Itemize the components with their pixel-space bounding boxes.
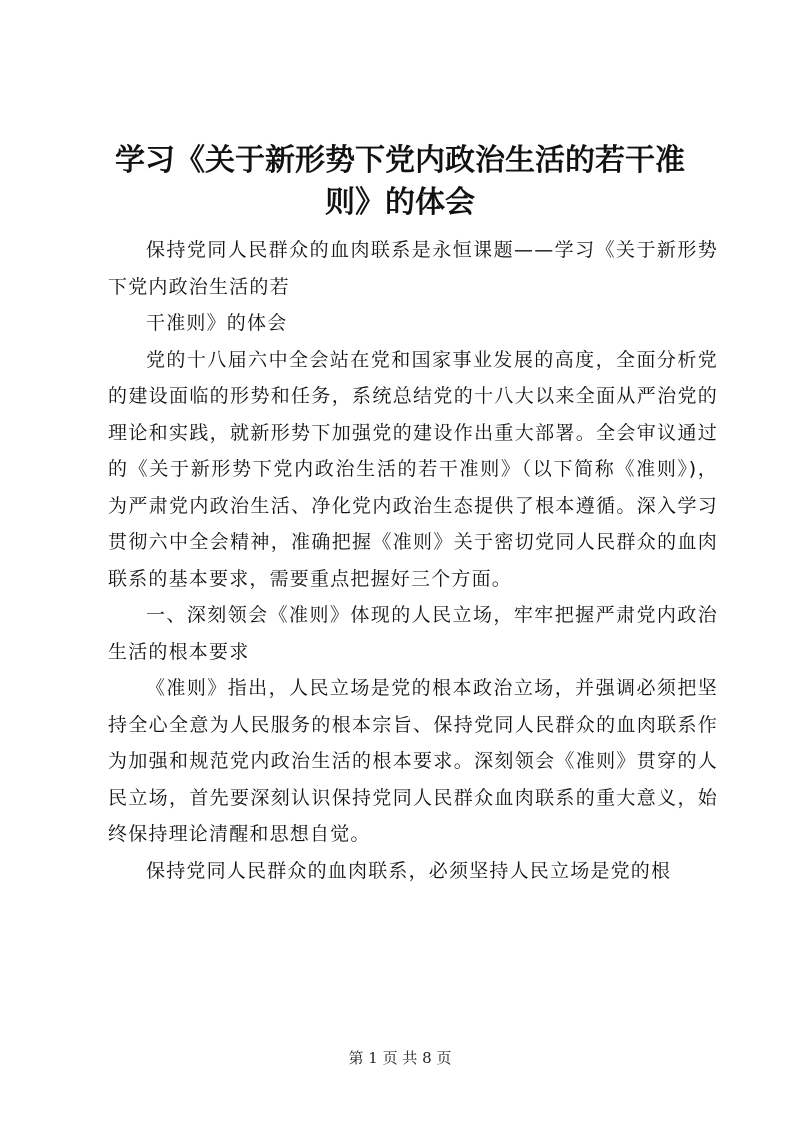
page-number-footer: 第 1 页 共 8 页 [348,1049,452,1067]
title-line-1: 学习《关于新形势下党内政治生活的若干准 [115,143,685,178]
section-heading-1: 一、深刻领会《准则》体现的人民立场，牢牢把握严肃党内政治生活的根本要求 [108,604,718,663]
paragraph-section-1: 《准则》指出，人民立场是党的根本政治立场，并强调必须把坚持全心全意为人民服务的根本宗旨、保持党同人民群众的血肉联系作为加强和规范党内政治生活的根本要求。深刻领会《准则》贯穿的人民立场，首先要深刻认识保持党同人民群众血肉联系的重大意义，始终保持理论清醒和思想自觉。 [108,677,718,845]
title-line-2: 则》的体会 [325,185,475,220]
paragraph-subtitle: 保持党同人民群众的血肉联系是永恒课题——学习《关于新形势下党内政治生活的若 [108,239,718,298]
paragraph-subtitle-continued: 干准则》的体会 [146,312,288,334]
document-body [108,232,718,889]
document-title [100,140,700,224]
paragraph-intro: 党的十八届六中全会站在党和国家事业发展的高度，全面分析党的建设面临的形势和任务，系统总结党的十八大以来全面从严治党的理论和实践，就新形势下加强党的建设作出重大部署。全会审议通过的《关于新形势下党内政治生活的若干准则》（以下简称《准则》)，为严肃党内政治生活、净化党内政治生态提供了根本遵循。深入学习贯彻六中全会精神，准确把握《准则》关于密切党同人民群众的血肉联系的基本要求，需要重点把握好三个方面。 [108,348,718,590]
paragraph-section-1-continued: 保持党同人民群众的血肉联系，必须坚持人民立场是党的根 [146,859,672,882]
